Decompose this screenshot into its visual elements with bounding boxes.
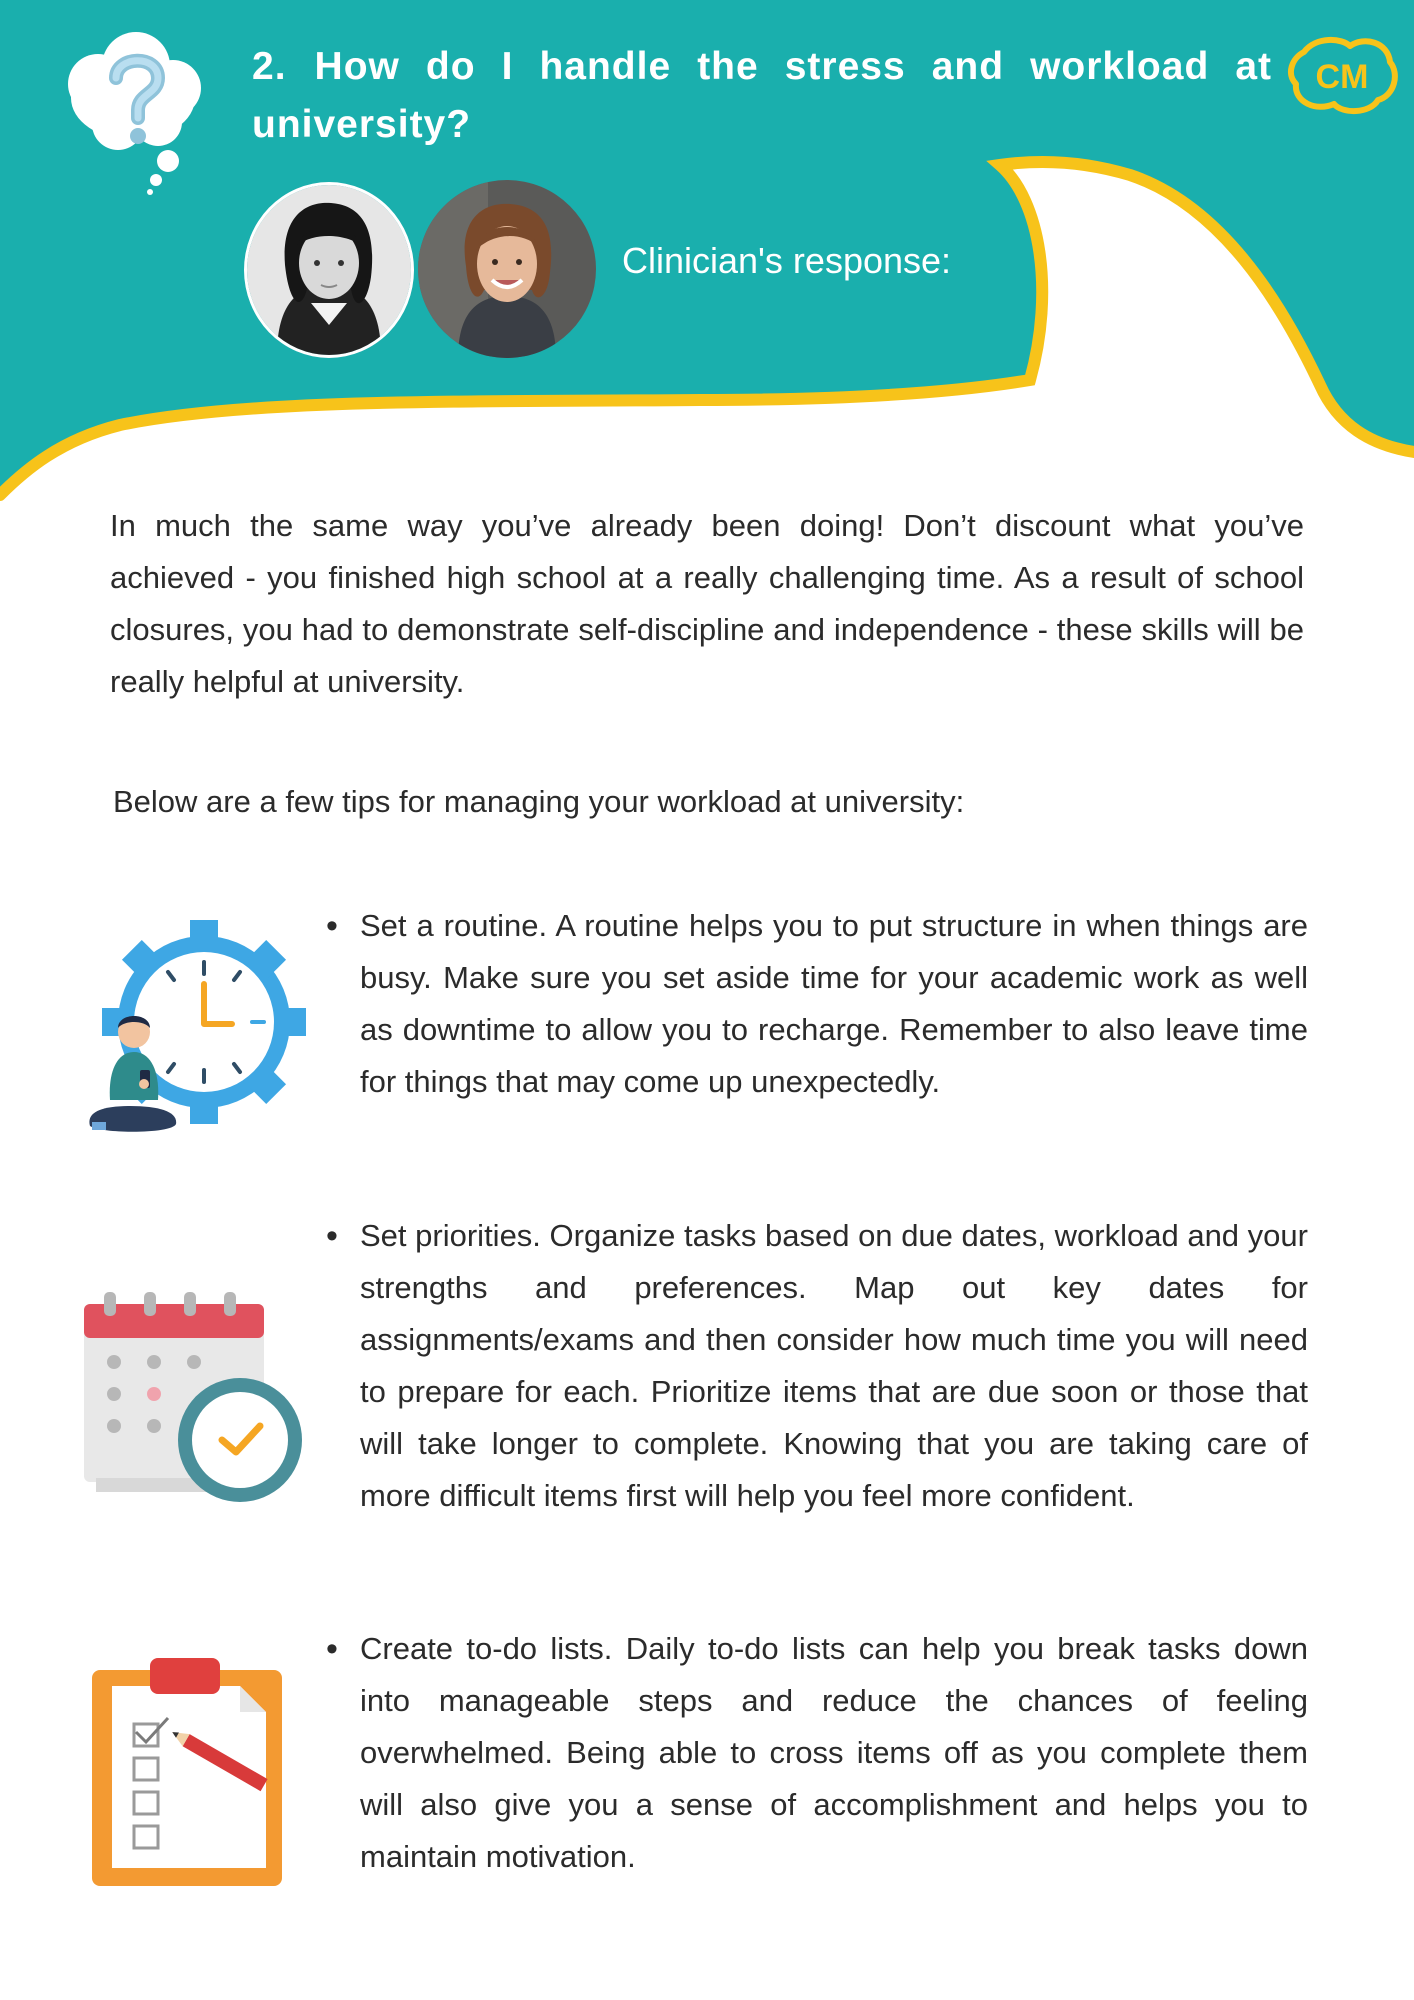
page-title (252, 38, 1272, 154)
clinician-portrait-2 (418, 180, 596, 358)
calendar-clock-icon (82, 1290, 308, 1508)
tip-priorities (326, 1210, 1308, 1522)
clock-gear-person-icon (82, 920, 308, 1140)
tips-lead: Below are a few tips for managing your workload at university: (113, 784, 965, 819)
tip-text: Set priorities. Organize tasks based on due dates, workload and your strengths and preferences. Map out key dates for assignments/exams and then consider how much time you will need to prepare for each. Prioritize items that are due soon or those that will take longer to complete. Knowing that you are taking care of more difficult items first will help you feel more confident. (360, 1218, 1308, 1513)
cm-logo (1286, 32, 1398, 116)
bullet: • (326, 907, 338, 945)
tip-text: Create to-do lists. Daily to-do lists can help you break tasks down into manageable steps and reduce the chances of feeling overwhelmed. Being able to cross items off as you complete them will also give you a sense of accomplishment and helps you to maintain motivation. (360, 1631, 1308, 1874)
question-number: 2. (252, 45, 287, 88)
tip-text: Set a routine. A routine helps you to put structure in when things are busy. Make sure you set aside time for your academic work as well as downtime to allow you to recharge. Remember to also leave time for things that may come up unexpectedly. (360, 908, 1308, 1099)
tip-todo-lists (326, 1623, 1308, 1883)
clinician-portrait-1 (244, 182, 414, 358)
tip-routine (326, 900, 1308, 1108)
question-thought-bubble-icon (58, 26, 208, 196)
svg-text:CM: CM (1315, 58, 1369, 96)
intro-paragraph: In much the same way you’ve already been doing! Don’t discount what you’ve achieved - you finished high school at a really challenging time. As a result of school closures, you had to demonstrate self-discipline and independence - these skills will be really helpful at university. (110, 508, 1304, 699)
clipboard-checklist-icon (90, 1656, 286, 1888)
bullet: • (326, 1217, 338, 1255)
clinician-response-label: Clinician's response: (622, 240, 952, 281)
question-title: How do I handle the stress and workload at university? (252, 45, 1272, 146)
bullet: • (326, 1630, 338, 1668)
